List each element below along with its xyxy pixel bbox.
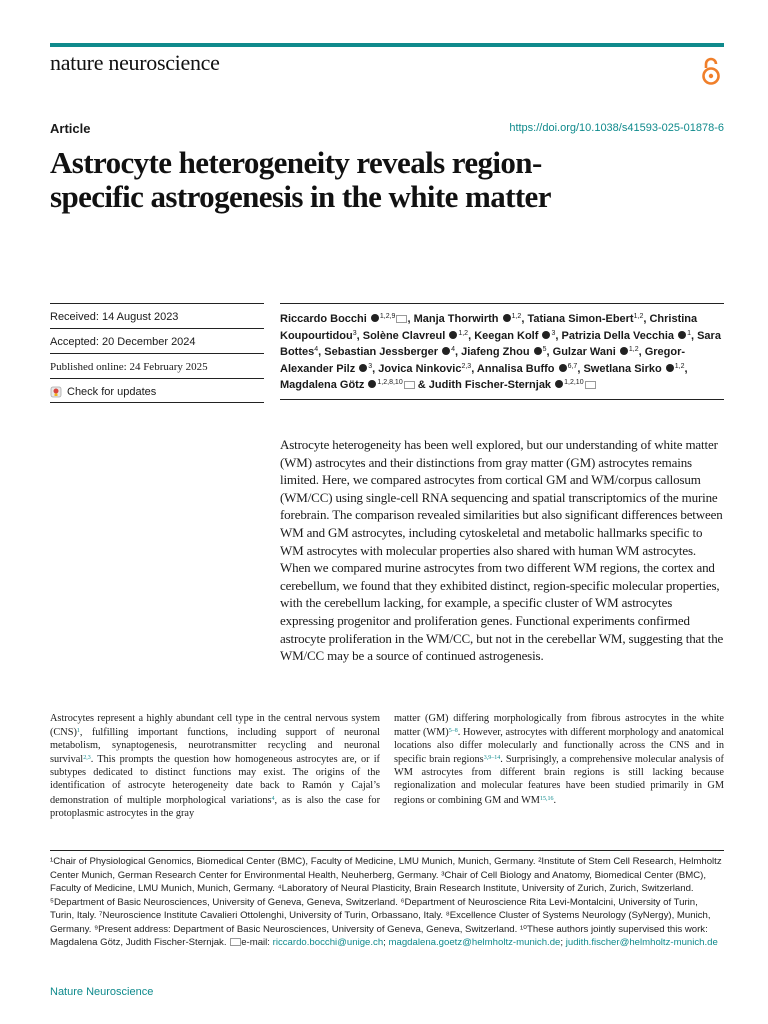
orcid-icon[interactable] — [555, 380, 563, 388]
author-affiliation: 4 — [314, 346, 319, 354]
author-name[interactable]: Jiafeng Zhou — [461, 346, 530, 359]
author-affiliation: 1,2 — [628, 346, 639, 354]
author-name[interactable]: Keegan Kolf — [474, 329, 539, 342]
author-name[interactable]: Tatiana Simon-Ebert — [527, 313, 634, 325]
body-text — [50, 712, 724, 820]
author-name[interactable]: Solène Clavreul — [362, 329, 446, 342]
author-name[interactable]: Manja Thorwirth — [413, 313, 499, 325]
orcid-icon[interactable] — [371, 314, 379, 322]
orcid-icon[interactable] — [359, 364, 367, 372]
article-type: Article — [50, 121, 91, 136]
body-text-run: . This prompts the question how homogeneous astrocytes are, or if subtypes dedicated to distinct functions may exist. The origins of the identification of astrocyte heterogeneity date back to Ramón y Cajal’s demonstration of multiple morphological variations — [50, 754, 380, 806]
author-name[interactable]: Judith Fischer-Sternjak — [428, 379, 552, 392]
orcid-icon[interactable] — [449, 331, 457, 339]
author-name[interactable]: Sara Bottes — [280, 329, 721, 359]
author-name[interactable]: Patrizia Della Vecchia — [561, 329, 674, 342]
doi-link[interactable]: https://doi.org/10.1038/s41593-025-01878-6 — [509, 122, 724, 134]
orcid-icon[interactable] — [442, 347, 450, 355]
author-affiliation: 5 — [542, 346, 547, 354]
crossmark-icon — [50, 386, 62, 398]
author-name[interactable]: Gulzar Wani — [552, 346, 616, 359]
journal-name: nature neuroscience — [50, 50, 220, 75]
body-text-run: . However, astrocytes with different morphology and anatomical locations also differ molecularly and functionally across the CNS and in specific brain regions — [394, 727, 725, 766]
citation-link[interactable]: 5–8 — [448, 728, 458, 735]
orcid-icon[interactable] — [559, 364, 567, 372]
email-link-goetz[interactable]: magdalena.goetz@helmholtz-munich.de — [388, 937, 561, 948]
footer-journal-name: Nature Neuroscience — [50, 986, 154, 998]
author-name[interactable]: Jovica Ninkovic — [378, 362, 462, 375]
article-title: Astrocyte heterogeneity reveals region-specific astrogenesis in the white matter — [50, 145, 551, 214]
body-column-left — [50, 712, 380, 820]
author-affiliation: 3 — [368, 362, 373, 370]
body-text-run: . — [553, 794, 557, 806]
author-name[interactable]: Swetlana Sirko — [583, 362, 662, 375]
citation-link[interactable]: 2,3 — [83, 755, 91, 762]
email-link-fischer[interactable]: judith.fischer@helmholtz-munich.de — [565, 937, 718, 948]
received-date: Received: 14 August 2023 — [50, 303, 264, 328]
body-text-run: , as is also the case for protoplasmic astrocytes in the gray — [50, 794, 380, 819]
affiliations-text: ¹Chair of Physiological Genomics, Biomedical Center (BMC), Faculty of Medicine, LMU Munich, Munich, Germany. ²Institute of Stem Cell Research, Helmholtz Center Munich, German Research Center for Environmental Health, Neuherberg, Germany. ³Chair of Cell Biology and Anatomy, Biomedical Center (BMC), Faculty of Medicine, LMU Munich, Munich, Germany. ⁴Laboratory of Neural Plasticity, Brain Research Institute, University of Zurich, Zurich, Switzerland. ⁵Department of Basic Neurosciences, University of Geneva, Geneva, Switzerland. ⁶Department of Neuroscience Rita Levi-Montalcini, University of Turin, Turin, Italy. ⁷Neuroscience Institute Cavalieri Ottolenghi, University of Turin, Orbassano, Italy. ⁸Excellence Cluster of Systems Neurology (SyNergy), Munich, Germany. ⁹Present address: Department of Basic Neurosciences, University of Geneva, Geneva, Switzerland. ¹⁰These authors jointly supervised this work: Magdalena Götz, Judith Fischer-Sternjak. — [50, 856, 722, 948]
body-text-run: . Surprisingly, a comprehensive molecular analysis of WM astrocytes from different brain regions is still lacking because regionalization and molecular features have been studied primarily in GM regions or combining GM and WM — [394, 754, 724, 806]
orcid-icon[interactable] — [542, 331, 550, 339]
check-updates-row — [50, 378, 264, 403]
header-rule — [50, 43, 724, 47]
orcid-icon[interactable] — [678, 331, 686, 339]
author-affiliation: 1,2 — [674, 362, 685, 370]
author-affiliation: 4 — [451, 346, 455, 354]
check-updates-button[interactable] — [50, 386, 264, 398]
email-link-bocchi[interactable]: riccardo.bocchi@unige.ch — [272, 937, 384, 948]
author-name[interactable]: Gregor-Alexander Pilz — [280, 346, 686, 375]
body-text-run: matter (GM) differing morphologically from fibrous astrocytes in the white matter (WM) — [394, 713, 724, 739]
citation-link[interactable]: 4 — [271, 795, 275, 802]
author-affiliation: 1,2,8,10 — [377, 379, 403, 387]
mail-icon[interactable] — [396, 315, 407, 323]
author-name[interactable]: Christina Koupourtidou — [280, 313, 698, 342]
author-affiliation: 1,2,9 — [379, 313, 396, 320]
article-history — [50, 303, 264, 403]
orcid-icon[interactable] — [620, 347, 628, 355]
citation-link[interactable]: 3,9–14 — [483, 755, 501, 762]
author-affiliation: 1,2 — [633, 313, 644, 320]
author-list — [280, 303, 724, 400]
orcid-icon[interactable] — [368, 380, 376, 388]
body-column-right — [394, 712, 724, 820]
citation-link[interactable]: 15,16 — [539, 795, 554, 802]
author-affiliation: 6,7 — [567, 362, 578, 370]
mail-icon[interactable] — [404, 381, 415, 389]
author-affiliation: 1,2,10 — [564, 379, 584, 387]
citation-link[interactable]: 1 — [76, 728, 80, 735]
mail-icon — [230, 938, 241, 946]
body-text-run: , fulfilling important functions, including support of neuronal metabolism, synaptogenesis, neurotransmitter recycling and neuronal survival — [50, 727, 380, 766]
author-affiliation: 1 — [687, 329, 691, 337]
orcid-icon[interactable] — [534, 347, 542, 355]
mail-icon[interactable] — [585, 381, 596, 389]
author-affiliation: 3 — [352, 329, 357, 337]
orcid-icon[interactable] — [666, 364, 674, 372]
accepted-date: Accepted: 20 December 2024 — [50, 328, 264, 353]
orcid-icon[interactable] — [503, 314, 511, 322]
authors: Riccardo Bocchi $^{1,2,9}$ , Manja Thorwirth $^{1,2}$, Tatiana Simon-Ebert$^{1,2}$, Christina Koupourtidou$^3$, Solène Clavreul $^{1,2}$, Keegan Kolf $^3$, Patrizia Della Vecchia $^1$, Sara Bottes$^4$, Sebastian Jessberger $^4$, Jiafeng Zhou $^5$, Gulzar Wani $^{1,2}$, Gregor-Alexander Pilz $^3$, Jovica Ninkovic$^{2,3}$, Annalisa Buffo $^{6,7}$, Swetlana Sirko $^{1,2}$, Magdalena Götz $^{1,2,8,10}$ & Judith Fischer-Sternjak $^{1,2,10}$ — [280, 313, 721, 392]
open-access-icon — [700, 56, 722, 86]
email-label: e-mail: — [241, 937, 273, 948]
author-affiliation: 1,2 — [458, 329, 469, 337]
author-conjunction: & — [417, 379, 426, 392]
author-name[interactable]: Magdalena Götz — [280, 379, 365, 392]
author-affiliation: 1,2 — [511, 313, 522, 320]
author-name[interactable]: Annalisa Buffo — [476, 362, 555, 375]
author-name[interactable]: Sebastian Jessberger — [324, 346, 438, 359]
author-name[interactable]: Riccardo Bocchi — [280, 313, 367, 325]
body-text-run: Astrocytes represent a highly abundant cell type in the central nervous system (CNS) — [50, 713, 380, 739]
published-date: Published online: 24 February 2025 — [50, 353, 264, 378]
abstract: Astrocyte heterogeneity has been well explored, but our understanding of white matter (WM) astrocytes and their distinctions from gray matter (GM) astrocytes remains limited. Here, we compared astrocytes from cortical GM and WM/corpus callosum (WM/CC) using single-cell RNA sequencing and spatial transcriptomics of the murine forebrain. The comparison revealed similarities but also significant differences between WM and GM astrocytes, including cytoskeletal and metabolic hallmarks specific to WM astrocytes with molecular properties also shared with human WM astrocytes. When we compared murine astrocytes from two different WM regions, the cortex and cerebellum, we found that they exhibited distinct, region-specific molecular properties, with the cerebellum lacking, for example, a specific cluster of WM astrocytes expressing progenitor and proliferation genes. Functional experiments confirmed astrocyte proliferation in the WM/CC, but not in the cerebellar WM, suggesting that the WM/CC may be a source of continued astrogenesis. — [280, 437, 724, 664]
author-affiliation: 3 — [551, 329, 556, 337]
check-updates-label: Check for updates — [67, 386, 157, 398]
author-affiliation: 2,3 — [461, 362, 472, 370]
affiliations: ¹Chair of Physiological Genomics, Biomedical Center (BMC), Faculty of Medicine, LMU Munich, Munich, Germany. ²Institute of Stem Cell Research, Helmholtz Center Munich, German Research Center for Environmental Health, Neuherberg, Germany. ³Chair of Cell Biology and Anatomy, Biomedical Center (BMC), Faculty of Medicine, LMU Munich, Munich, Germany. ⁴Laboratory of Neural Plasticity, Brain Research Institute, University of Zurich, Zurich, Switzerland. ⁵Department of Basic Neurosciences, University of Geneva, Geneva, Switzerland. ⁶Department of Neuroscience Rita Levi-Montalcini, University of Turin, Turin, Italy. ⁷Neuroscience Institute Cavalieri Ottolenghi, University of Turin, Orbassano, Italy. ⁸Excellence Cluster of Systems Neurology (SyNergy), Munich, Germany. ⁹Present address: Department of Basic Neurosciences, University of Geneva, Geneva, Switzerland. ¹⁰These authors jointly supervised this work: Magdalena Götz, Judith Fischer-Sternjak. e-mail: riccardo.bocchi@unige.ch; magdalena.goetz@helmholtz-munich.de; judith.fischer@helmholtz-munich.de — [50, 850, 724, 950]
